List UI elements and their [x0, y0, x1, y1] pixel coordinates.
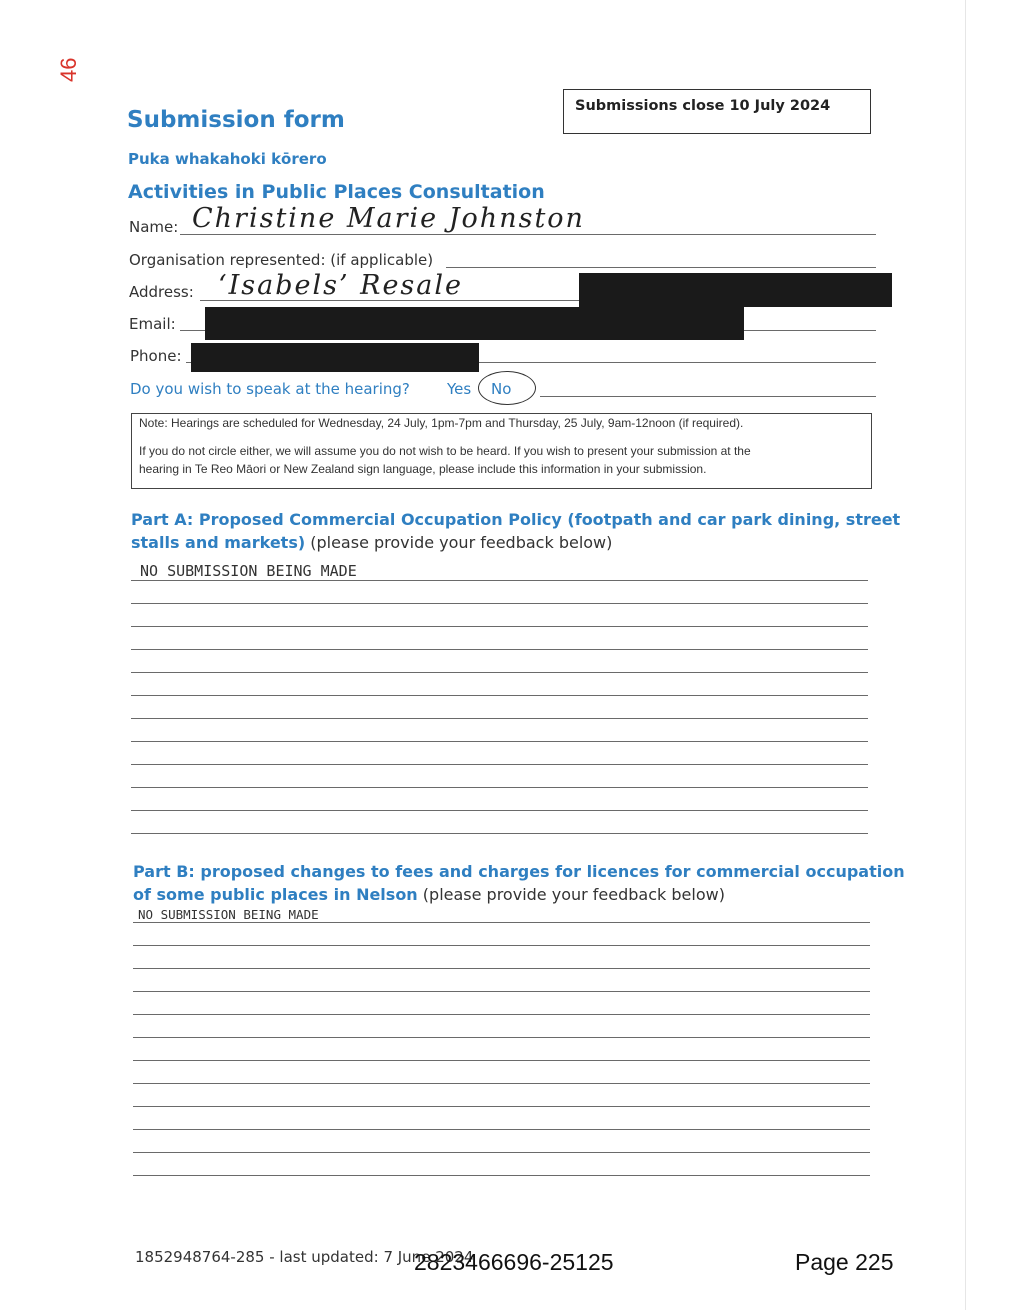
document-reference: 1852948764-285 - last updated: 7 June 2024 [135, 1248, 474, 1266]
organisation-label: Organisation represented: (if applicable) [129, 251, 434, 269]
phone-redaction [191, 343, 479, 372]
page-number: Page 225 [795, 1249, 894, 1275]
writing-line [131, 695, 868, 696]
part-a-heading [131, 508, 900, 554]
writing-line [131, 787, 868, 788]
hearing-note-box [131, 413, 872, 489]
address-redaction [579, 273, 892, 307]
note-line-1: Note: Hearings are scheduled for Wednesday, 24 July, 1pm-7pm and Thursday, 25 July, 9am-12noon (if required). [139, 416, 744, 430]
part-b-heading-plain: (please provide your feedback below) [417, 885, 725, 904]
writing-line [131, 741, 868, 742]
writing-line [131, 764, 868, 765]
writing-line [133, 1014, 870, 1015]
email-redaction [205, 307, 744, 340]
hearing-question: Do you wish to speak at the hearing? [130, 380, 410, 398]
part-b-heading-bold: of some public places in Nelson [133, 885, 418, 904]
part-b-heading-line-2 [133, 883, 905, 906]
writing-line [133, 1083, 870, 1084]
address-handwritten[interactable]: ‘Isabels’ Resale [218, 270, 463, 301]
part-a-response[interactable]: NO SUBMISSION BEING MADE [140, 562, 357, 580]
note-line-2: If you do not circle either, we will assume you do not wish to be heard. If you wish to present your submission at the [139, 444, 751, 458]
page-stamp-number: 46 [56, 57, 81, 82]
writing-line [133, 1129, 870, 1130]
name-line [180, 234, 876, 235]
part-b-heading [133, 860, 905, 906]
writing-line [133, 922, 870, 923]
document-stamp-id: 2823466696-25125 [414, 1249, 614, 1275]
hearing-yes-option[interactable]: Yes [447, 380, 472, 398]
hearing-line [540, 396, 876, 397]
part-b-response[interactable]: NO SUBMISSION BEING MADE [138, 907, 319, 922]
writing-line [133, 1037, 870, 1038]
writing-line [133, 1152, 870, 1153]
address-label: Address: [129, 283, 194, 301]
part-a-heading-plain: (please provide your feedback below) [305, 533, 613, 552]
organisation-line[interactable] [446, 267, 876, 268]
writing-line [131, 718, 868, 719]
part-b-heading-line-1: Part B: proposed changes to fees and charges for licences for commercial occupation [133, 862, 905, 881]
writing-line [133, 1175, 870, 1176]
writing-line [131, 626, 868, 627]
writing-line [133, 945, 870, 946]
note-line-3: hearing in Te Reo Māori or New Zealand sign language, please include this information in your submission. [139, 462, 707, 476]
part-a-heading-line-1: Part A: Proposed Commercial Occupation Policy (footpath and car park dining, street [131, 510, 901, 529]
close-date-text: Submissions close 10 July 2024 [575, 98, 831, 114]
writing-line [131, 603, 868, 604]
writing-line [131, 833, 868, 834]
writing-line [133, 1106, 870, 1107]
hearing-no-option[interactable]: No [491, 380, 512, 398]
writing-line [131, 649, 868, 650]
writing-line [131, 810, 868, 811]
phone-label: Phone: [130, 347, 182, 365]
name-handwritten[interactable]: Christine Marie Johnston [192, 203, 585, 234]
writing-line [133, 968, 870, 969]
writing-line [133, 1060, 870, 1061]
email-label: Email: [129, 315, 176, 333]
writing-line [131, 580, 868, 581]
consultation-title: Activities in Public Places Consultation [128, 181, 545, 203]
page-edge-rule [965, 0, 966, 1310]
close-date-box [563, 89, 871, 134]
no-selection-circle [478, 371, 536, 405]
part-a-heading-line-2 [131, 531, 900, 554]
name-label: Name: [129, 218, 179, 236]
form-subtitle: Puka whakahoki kōrero [128, 150, 327, 168]
part-a-heading-bold: stalls and markets) [131, 533, 306, 552]
writing-line [133, 991, 870, 992]
form-title: Submission form [127, 107, 345, 133]
writing-line [131, 672, 868, 673]
